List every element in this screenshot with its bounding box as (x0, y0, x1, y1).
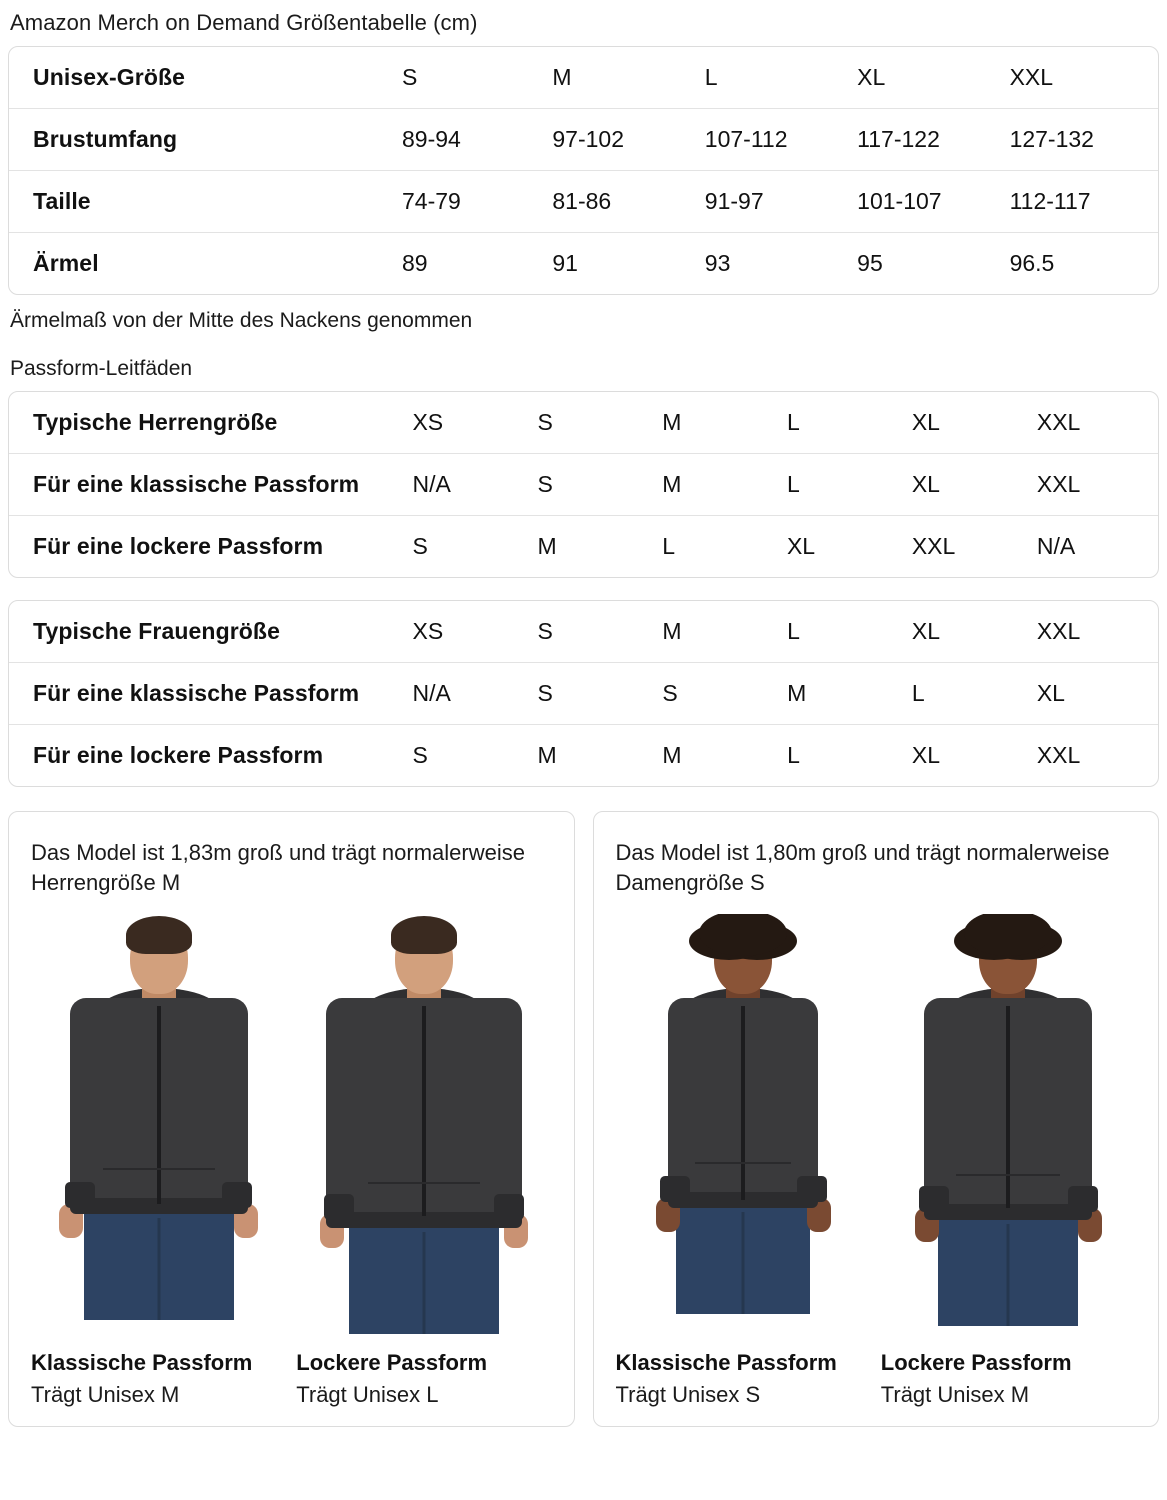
figure-classic-fit (31, 914, 286, 1408)
cell-value: L (783, 454, 908, 516)
hoodie-model-illustration (296, 914, 551, 1344)
cell-value: 117-122 (853, 109, 1005, 171)
model-figures (616, 914, 1137, 1408)
mens-fit-table (8, 391, 1159, 578)
page-title: Amazon Merch on Demand Größentabelle (cm) (10, 10, 478, 35)
womens-fit-table (8, 600, 1159, 787)
cell-value: S (658, 663, 783, 725)
cell-value: XL (853, 47, 1005, 109)
cell-value: XS (408, 392, 533, 454)
hoodie-model-illustration (31, 914, 286, 1344)
cell-value: M (658, 392, 783, 454)
cell-value: N/A (408, 454, 533, 516)
cell-value: N/A (408, 663, 533, 725)
cell-value: L (908, 663, 1033, 725)
cell-value: M (658, 601, 783, 663)
model-figures (31, 914, 552, 1408)
cell-value: 97-102 (548, 109, 700, 171)
model-description: Das Model ist 1,80m groß und trägt normalerweise Damengröße S (615, 840, 1110, 895)
cell-value: XXL (1033, 392, 1158, 454)
cell-value: M (537, 533, 557, 559)
cell-value: M (662, 742, 682, 768)
cell-value: 91 (552, 250, 578, 276)
cell-value: N/A (1036, 533, 1076, 559)
cell-value: S (534, 601, 659, 663)
measurements-table (8, 46, 1159, 295)
cell-value: 91-97 (701, 171, 853, 233)
cell-value: 89 (402, 250, 428, 276)
cell-value: S (534, 663, 659, 725)
figure-wears-label: Trägt Unisex L (296, 1382, 439, 1407)
cell-value: XXL (1036, 742, 1081, 768)
cell-value: 89-94 (396, 109, 548, 171)
cell-value: XS (408, 601, 533, 663)
cell-value: L (662, 533, 675, 559)
cell-value: L (701, 47, 853, 109)
cell-value: M (783, 663, 908, 725)
cell-value: 95 (857, 250, 883, 276)
cell-value: L (783, 601, 908, 663)
model-card-womens (593, 811, 1160, 1427)
cell-value: 112-117 (1006, 171, 1158, 233)
cell-value: M (548, 47, 700, 109)
row-label: Typische Herrengröße (9, 392, 408, 454)
table-row (9, 663, 1158, 725)
figure-loose-fit (296, 914, 551, 1408)
figure-wears-label: Trägt Unisex S (615, 1382, 761, 1407)
cell-value: XXL (1006, 47, 1158, 109)
cell-value: XXL (1033, 454, 1158, 516)
figure-wears-label: Trägt Unisex M (880, 1382, 1030, 1407)
hoodie-model-illustration (616, 914, 871, 1344)
table-row (9, 47, 1158, 109)
figure-fit-label: Klassische Passform (31, 1350, 253, 1375)
cell-value: XL (908, 392, 1033, 454)
table-row (9, 601, 1158, 663)
row-label: Für eine klassische Passform (9, 454, 408, 516)
table-row (9, 109, 1158, 171)
cell-value: 107-112 (701, 109, 853, 171)
row-label: Für eine lockere Passform (33, 742, 324, 768)
table-row (9, 233, 1158, 294)
cell-value: XL (911, 742, 941, 768)
cell-value: S (412, 742, 428, 768)
cell-value: XXL (1033, 601, 1158, 663)
row-label: Für eine klassische Passform (9, 663, 408, 725)
cell-value: M (658, 454, 783, 516)
cell-value: L (783, 392, 908, 454)
cell-value: XL (908, 454, 1033, 516)
cell-value: S (412, 533, 428, 559)
cell-value: XL (1033, 663, 1158, 725)
row-label: Ärmel (33, 250, 99, 276)
table-row (9, 516, 1158, 577)
sleeve-measurement-note: Ärmelmaß von der Mitte des Nackens genommen (10, 309, 473, 332)
row-label: Unisex-Größe (9, 47, 396, 109)
cell-value: 96.5 (1009, 250, 1055, 276)
cell-value: S (533, 392, 658, 454)
row-label: Typische Frauengröße (9, 601, 408, 663)
cell-value: M (537, 742, 557, 768)
figure-fit-label: Lockere Passform (296, 1350, 488, 1375)
table-row (9, 454, 1158, 516)
table-row (9, 171, 1158, 233)
table-row (9, 392, 1158, 454)
cell-value: 81-86 (548, 171, 700, 233)
table-row (9, 725, 1158, 786)
cell-value: XL (908, 601, 1033, 663)
figure-fit-label: Lockere Passform (880, 1350, 1072, 1375)
cell-value: L (787, 742, 800, 768)
figure-fit-label: Klassische Passform (615, 1350, 837, 1375)
cell-value: 93 (704, 250, 731, 276)
cell-value: S (396, 47, 548, 109)
cell-value: 127-132 (1006, 109, 1158, 171)
hoodie-model-illustration (881, 914, 1136, 1344)
row-label: Brustumfang (9, 109, 396, 171)
figure-wears-label: Trägt Unisex M (31, 1382, 180, 1407)
model-cards (8, 811, 1159, 1427)
cell-value: S (533, 454, 658, 516)
model-description: Das Model ist 1,83m groß und trägt normalerweise Herrengröße M (31, 840, 525, 895)
figure-loose-fit (881, 914, 1136, 1408)
cell-value: 74-79 (396, 171, 548, 233)
fit-guides-title: Passform-Leitfäden (10, 357, 193, 380)
figure-classic-fit (616, 914, 871, 1408)
model-card-mens (8, 811, 575, 1427)
row-label: Für eine lockere Passform (33, 533, 324, 559)
cell-value: XXL (911, 533, 956, 559)
cell-value: 101-107 (853, 171, 1005, 233)
cell-value: XL (786, 533, 816, 559)
row-label: Taille (9, 171, 396, 233)
